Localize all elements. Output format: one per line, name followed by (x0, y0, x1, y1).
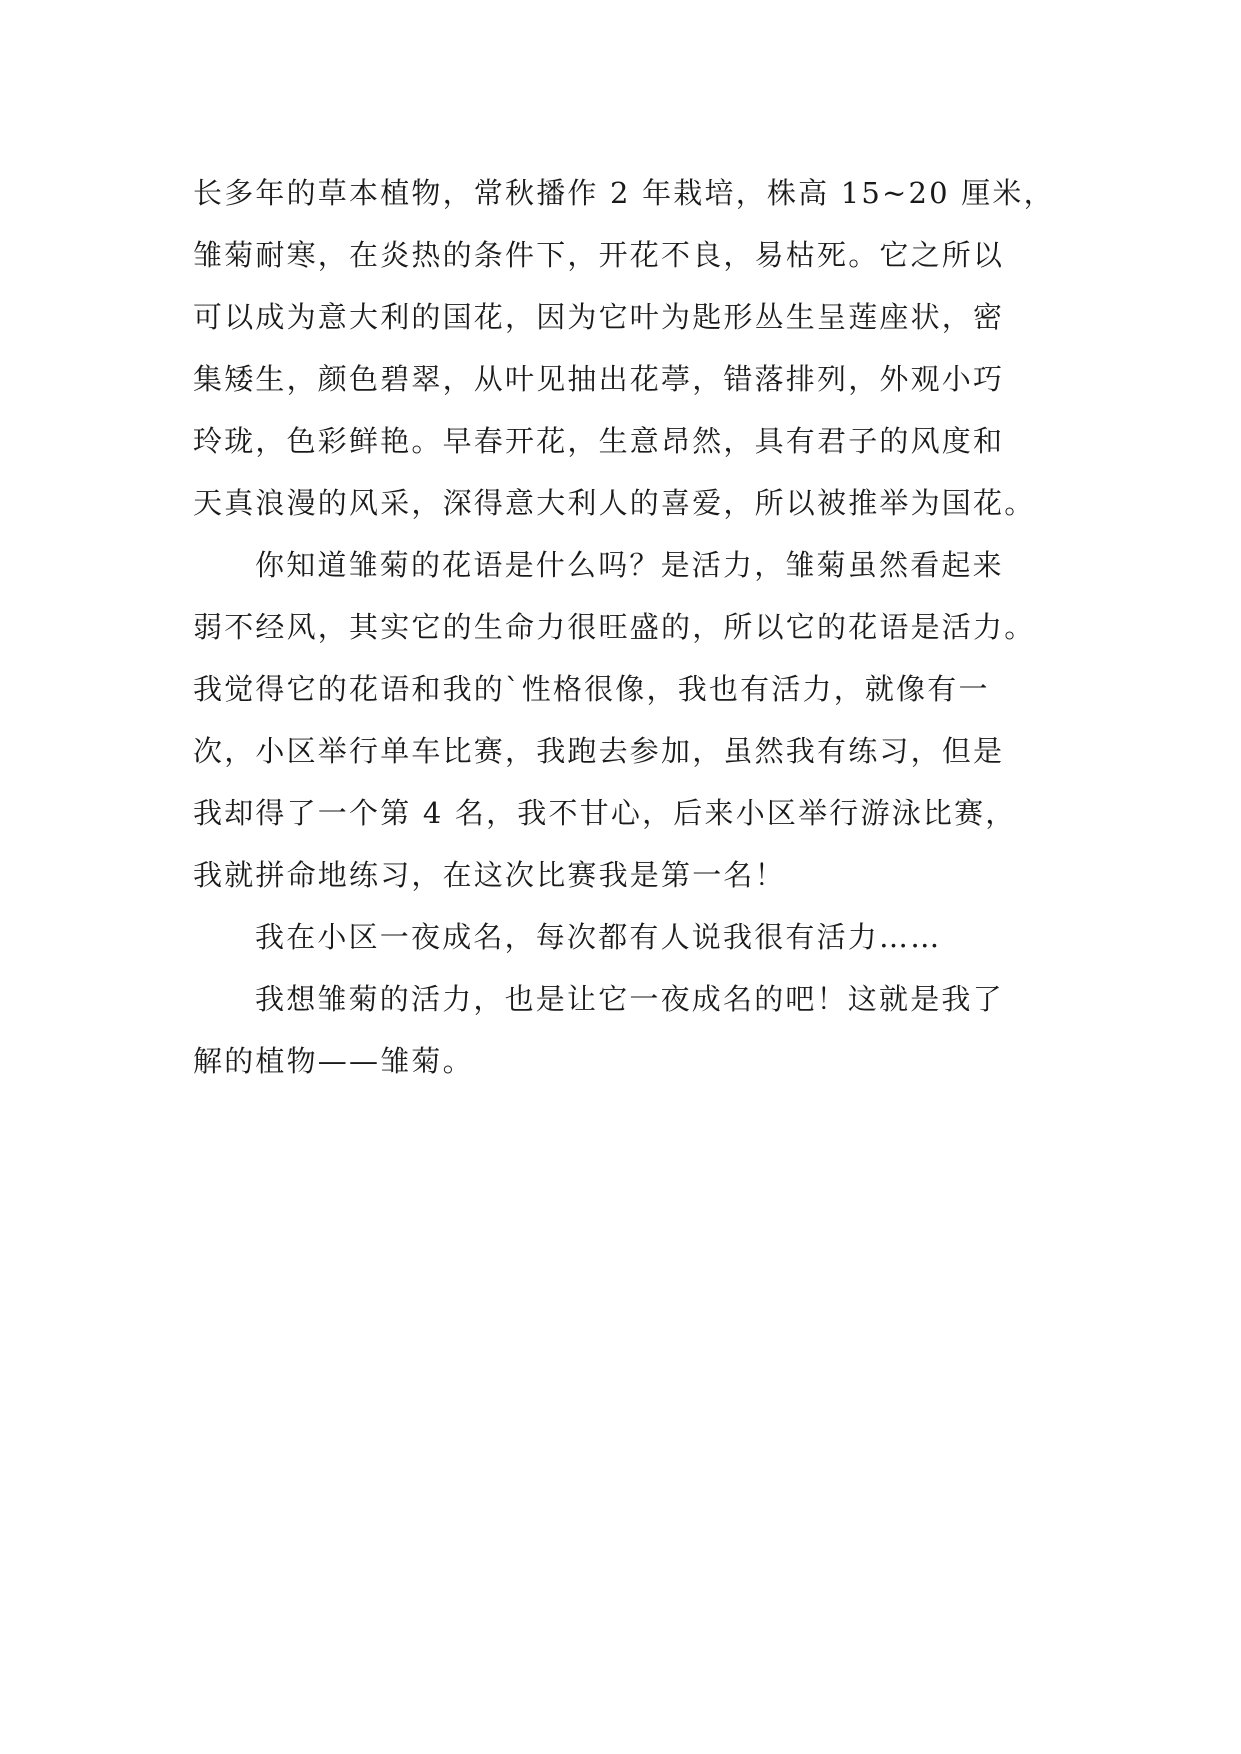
text-line: 我觉得它的花语和我的`性格很像，我也有活力，就像有一 (193, 672, 990, 706)
text-line: 玲珑，色彩鲜艳。早春开花，生意昂然，具有君子的风度和 (193, 424, 1005, 458)
paragraph-start-line: 我想雏菊的活力，也是让它一夜成名的吧！这就是我了 (255, 982, 1004, 1016)
body-text (193, 162, 1073, 1092)
text-line: 我就拼命地练习，在这次比赛我是第一名！ (193, 858, 786, 892)
text-line: 长多年的草本植物，常秋播作 2 年栽培，株高 15~20 厘米， (193, 176, 1055, 210)
text-line: 弱不经风，其实它的生命力很旺盛的，所以它的花语是活力。 (193, 610, 1036, 644)
paragraph-start-line: 我在小区一夜成名，每次都有人说我很有活力…… (255, 920, 942, 954)
text-line: 次，小区举行单车比赛，我跑去参加，虽然我有练习，但是 (193, 734, 1005, 768)
text-line: 我却得了一个第 4 名，我不甘心，后来小区举行游泳比赛， (193, 796, 1017, 830)
text-line: 集矮生，颜色碧翠，从叶见抽出花葶，错落排列，外观小巧 (193, 362, 1005, 396)
paragraph-start-line: 你知道雏菊的花语是什么吗？是活力，雏菊虽然看起来 (255, 548, 1004, 582)
text-line: 天真浪漫的风采，深得意大利人的喜爱，所以被推举为国花。 (193, 486, 1036, 520)
text-line: 解的植物——雏菊。 (193, 1044, 474, 1078)
text-line: 雏菊耐寒，在炎热的条件下，开花不良，易枯死。它之所以 (193, 238, 1005, 272)
text-line: 可以成为意大利的国花，因为它叶为匙形丛生呈莲座状，密 (193, 300, 1005, 334)
